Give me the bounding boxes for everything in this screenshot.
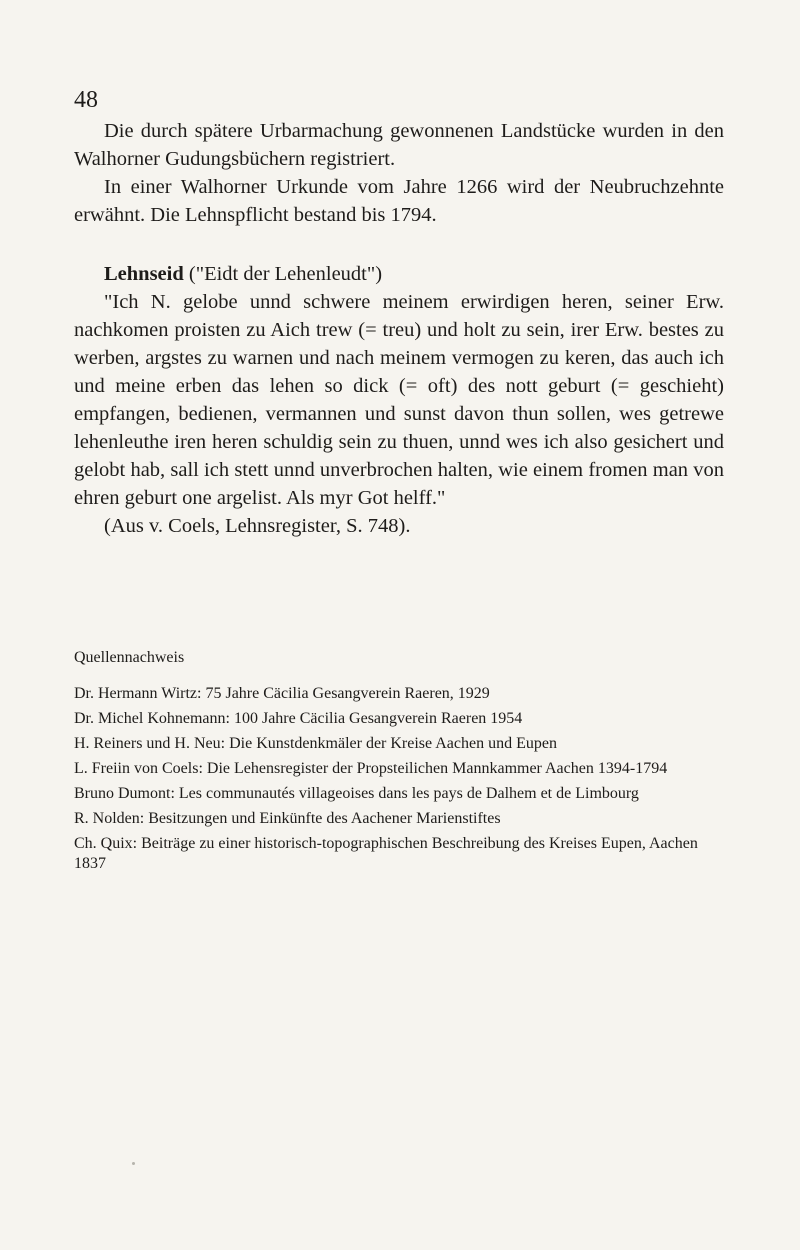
source-item: R. Nolden: Besitzungen und Einkünfte des Aachener Marienstiftes — [74, 810, 501, 827]
source-item: Ch. Quix: Beiträge zu einer historisch-topographischen Beschreibung des Kreises Eupen, Aachen 1837 — [74, 835, 698, 872]
source-item: Bruno Dumont: Les communautés villageoises dans les pays de Dalhem et de Limbourg — [74, 785, 639, 802]
sources-title: Quellennachweis — [74, 649, 185, 666]
source-item: Dr. Michel Kohnemann: 100 Jahre Cäcilia Gesangverein Raeren 1954 — [74, 710, 523, 727]
source-item: Dr. Hermann Wirtz: 75 Jahre Cäcilia Gesangverein Raeren, 1929 — [74, 685, 490, 702]
paper-speck — [132, 1162, 135, 1165]
oath-text: "Ich N. gelobe unnd schwere meinem erwirdigen heren, seiner Erw. nachkomen proisten zu Aich trew (= treu) und holt zu sein, irer Erw. bestes zu werben, argstes zu warnen und nach meinem vermogen zu keren, das auch ich und meine erben das lehen so dick (= oft) des nott geburt (= geschieht) empfangen, bedienen, vermannen und sunst davon thun sollen, wes getrewe lehenleuthe iren heren schuldig sein zu thuen, unnd wes ich also gesichert und gelobt hab, sall ich stett unnd unverbrochen halten, wie einem fromen man von ehren geburt one argelist. Als myr Got helff." — [74, 291, 724, 509]
spacer — [74, 229, 724, 260]
oath-block — [74, 288, 724, 540]
oath-heading-bold: Lehnseid — [104, 263, 184, 285]
sources-list — [74, 684, 724, 874]
paragraph-urkunde: In einer Walhorner Urkunde vom Jahre 1266 wird der Neubruchzehnte erwähnt. Die Lehnspflicht bestand bis 1794. — [74, 176, 724, 226]
source-item: L. Freiin von Coels: Die Lehensregister der Propsteilichen Mannkammer Aachen 1394-1794 — [74, 760, 668, 777]
main-text — [74, 117, 724, 540]
oath-heading — [74, 260, 724, 288]
sources-section — [74, 648, 724, 879]
page-number: 48 — [74, 87, 98, 113]
source-item: H. Reiners und H. Neu: Die Kunstdenkmäler der Kreise Aachen und Eupen — [74, 735, 557, 752]
oath-source: (Aus v. Coels, Lehnsregister, S. 748). — [104, 515, 411, 537]
paragraph-urbarmachung: Die durch spätere Urbarmachung gewonnenen Landstücke wurden in den Walhorner Gudungsbüchern registriert. — [74, 120, 724, 170]
oath-heading-subtitle: ("Eidt der Lehenleudt") — [183, 263, 383, 285]
